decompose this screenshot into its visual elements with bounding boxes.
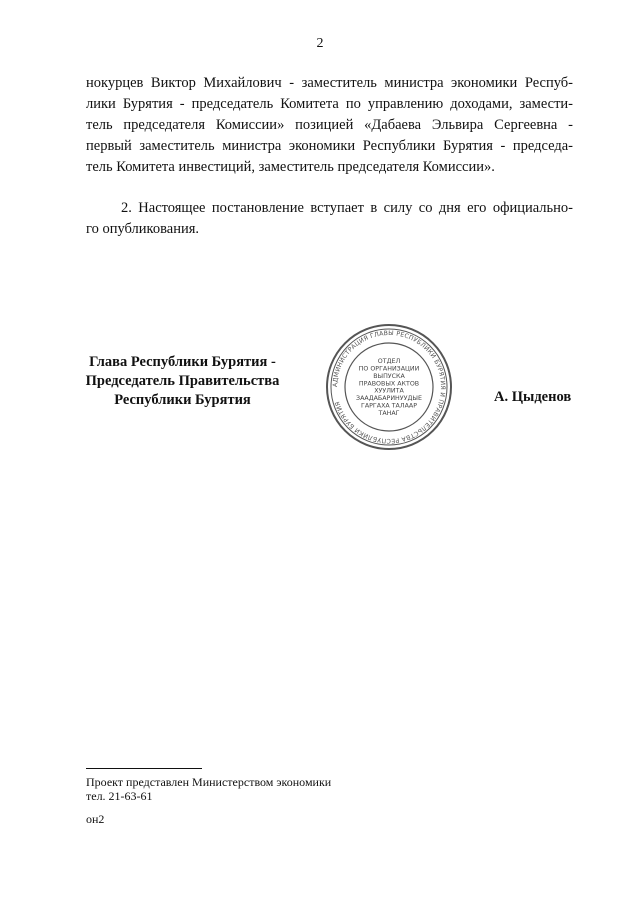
footer-note xyxy=(86,775,331,803)
seal-text-line: ПРАВОВЫХ АКТОВ xyxy=(358,380,420,388)
signatory-title-line: Глава Республики Бурятия - xyxy=(89,354,276,370)
seal-icon xyxy=(324,322,454,452)
svg-text:АДМИНИСТРАЦИЯ ГЛАВЫ РЕСПУБЛИКИ: АДМИНИСТРАЦИЯ ГЛАВЫ РЕСПУБЛИКИ БУРЯТИЯ И ПРАВИТЕЛЬСТВА РЕСПУБЛИКИ БУРЯТИЯ xyxy=(331,329,447,445)
text-line: нокурцев Виктор Михайлович - заместитель министра экономики Респуб- xyxy=(86,75,573,91)
signatory-title-line: Республики Бурятия xyxy=(114,392,251,408)
text-line: тель председателя Комиссии» позицией «Дабаева Эльвира Сергеевна - xyxy=(86,117,573,133)
paragraph-continuation xyxy=(86,73,573,178)
seal-text-line: ОТДЕЛ xyxy=(377,358,401,366)
seal-text-line: ПО ОРГАНИЗАЦИИ xyxy=(358,365,420,373)
footer-divider xyxy=(86,768,202,769)
text-line: го опубликования. xyxy=(86,221,200,237)
text-line: первый заместитель министра экономики Республики Бурятия - председа- xyxy=(86,138,573,154)
signatory-title-line: Председатель Правительства xyxy=(85,373,280,389)
signatory-title xyxy=(80,353,285,410)
seal-text-line: ХУУЛИТА xyxy=(374,387,404,395)
seal-text-line: ВЫПУСКА xyxy=(373,372,405,380)
seal-text-line: ЗААДАБАРИНУУДЫЕ xyxy=(356,395,422,403)
document-code: он2 xyxy=(86,812,105,826)
official-seal xyxy=(324,322,454,452)
text-line: 2. Настоящее постановление вступает в силу со дня его официально- xyxy=(121,200,573,216)
footer-line: Проект представлен Министерством экономики xyxy=(86,775,332,789)
footer-line: тел. 21-63-61 xyxy=(86,789,153,803)
paragraph-effective-date xyxy=(86,198,573,240)
seal-text-line: ГАРГАХА ТАЛААР xyxy=(360,402,418,410)
text-line: лики Бурятия - председатель Комитета по управлению доходами, замести- xyxy=(86,96,573,112)
page-number: 2 xyxy=(316,36,324,51)
text-line: тель Комитета инвестиций, заместитель председателя Комиссии». xyxy=(86,159,495,175)
seal-text-line: ТАНАГ xyxy=(378,409,400,417)
signatory-name: А. Цыденов xyxy=(494,389,572,405)
